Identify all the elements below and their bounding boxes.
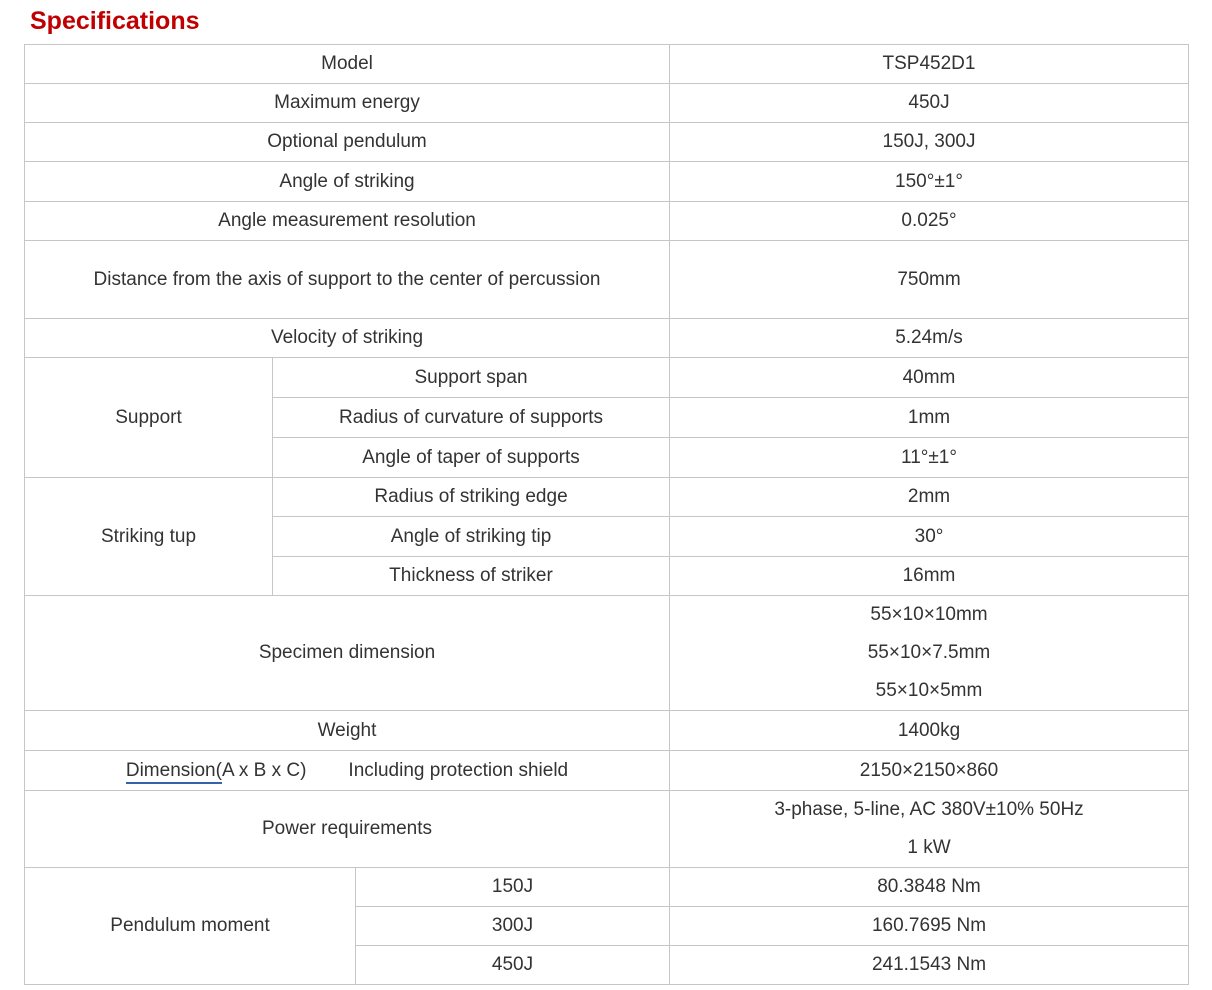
power-requirements-label: Power requirements: [25, 791, 670, 868]
weight-value: 1400kg: [670, 711, 1189, 751]
distance-axis-value: 750mm: [670, 241, 1189, 319]
power-requirements-values: [670, 791, 1189, 868]
model-label: Model: [25, 45, 670, 84]
pendulum-450-label: 450J: [356, 946, 670, 985]
maximum-energy-value: 450J: [670, 84, 1189, 123]
pendulum-150-label: 150J: [356, 868, 670, 907]
angle-taper-label: Angle of taper of supports: [273, 438, 670, 478]
optional-pendulum-value: 150J, 300J: [670, 123, 1189, 162]
page-title: Specifications: [30, 7, 200, 35]
angle-striking-tip-value: 30°: [670, 517, 1189, 557]
row-pendulum-150: [25, 868, 1189, 907]
row-radius-striking-edge: [25, 478, 1189, 517]
pendulum-moment-group-label: Pendulum moment: [25, 868, 356, 985]
row-velocity: [25, 319, 1189, 358]
maximum-energy-label: Maximum energy: [25, 84, 670, 123]
velocity-label: Velocity of striking: [25, 319, 670, 358]
row-support-span: [25, 358, 1189, 398]
row-angle-of-striking: [25, 162, 1189, 202]
row-power-requirements: [25, 791, 1189, 868]
angle-resolution-value: 0.025°: [670, 202, 1189, 241]
angle-striking-tip-label: Angle of striking tip: [273, 517, 670, 557]
pendulum-300-label: 300J: [356, 907, 670, 946]
row-weight: [25, 711, 1189, 751]
specimen-dimension-value-1: 55×10×10mm: [870, 604, 988, 625]
power-requirements-value-1: 3-phase, 5-line, AC 380V±10% 50Hz: [774, 799, 1084, 820]
dimension-note: Including protection shield: [348, 759, 569, 781]
velocity-value: 5.24m/s: [670, 319, 1189, 358]
model-value: TSP452D1: [670, 45, 1189, 84]
row-optional-pendulum: [25, 123, 1189, 162]
row-distance-axis: [25, 241, 1189, 319]
weight-label: Weight: [25, 711, 670, 751]
thickness-striker-value: 16mm: [670, 557, 1189, 596]
radius-curvature-value: 1mm: [670, 398, 1189, 438]
specimen-dimension-value-3: 55×10×5mm: [875, 680, 983, 701]
angle-taper-value: 11°±1°: [670, 438, 1189, 478]
thickness-striker-label: Thickness of striker: [273, 557, 670, 596]
distance-axis-label: [25, 241, 670, 319]
row-specimen-dimension: [25, 596, 1189, 711]
dimension-label: [25, 751, 670, 791]
radius-curvature-label: Radius of curvature of supports: [273, 398, 670, 438]
specimen-dimension-label: Specimen dimension: [25, 596, 670, 711]
specimen-dimension-values: [670, 596, 1189, 711]
angle-of-striking-value: 150°±1°: [670, 162, 1189, 202]
row-model: [25, 45, 1189, 84]
row-maximum-energy: [25, 84, 1189, 123]
angle-resolution-label: Angle measurement resolution: [25, 202, 670, 241]
specimen-dimension-value-2: 55×10×7.5mm: [867, 642, 991, 663]
dimension-rest-text: A x B x C): [221, 759, 307, 781]
power-requirements-value-2: 1 kW: [907, 837, 951, 858]
radius-striking-edge-label: Radius of striking edge: [273, 478, 670, 517]
row-angle-resolution: [25, 202, 1189, 241]
row-dimension: [25, 751, 1189, 791]
support-group-label: Support: [25, 358, 273, 478]
dimension-link-text: Dimension(: [126, 760, 222, 784]
angle-of-striking-label: Angle of striking: [25, 162, 670, 202]
distance-axis-label-text: Distance from the axis of support to the center of percussion: [93, 268, 601, 290]
dimension-value: 2150×2150×860: [670, 751, 1189, 791]
striking-tup-group-label: Striking tup: [25, 478, 273, 596]
specifications-table: [24, 44, 1189, 985]
pendulum-150-value: 80.3848 Nm: [670, 868, 1189, 907]
support-span-label: Support span: [273, 358, 670, 398]
radius-striking-edge-value: 2mm: [670, 478, 1189, 517]
optional-pendulum-label: Optional pendulum: [25, 123, 670, 162]
support-span-value: 40mm: [670, 358, 1189, 398]
pendulum-300-value: 160.7695 Nm: [670, 907, 1189, 946]
pendulum-450-value: 241.1543 Nm: [670, 946, 1189, 985]
